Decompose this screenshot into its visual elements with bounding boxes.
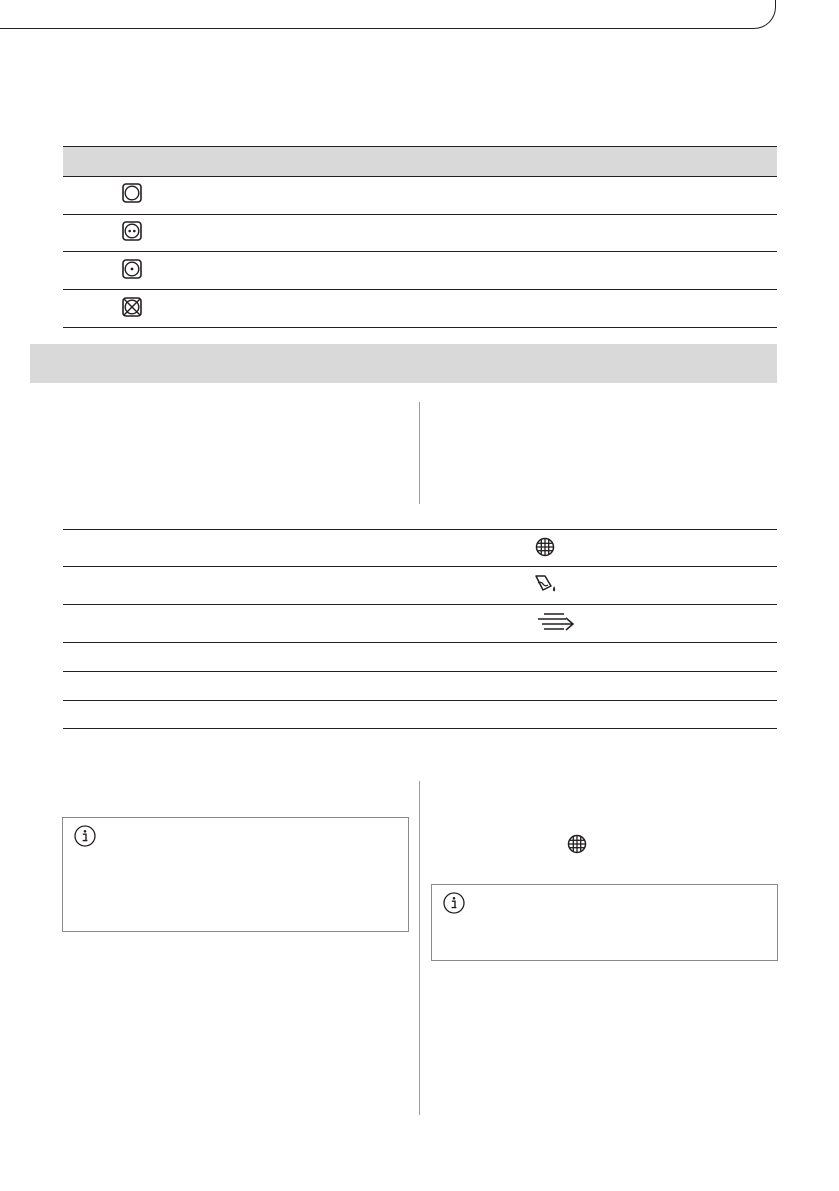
pour-liquid-icon [533,573,559,600]
table-row-divider [63,289,777,290]
table-bottom-rule [63,327,777,328]
do-not-tumble-dry-icon [122,297,142,322]
info-note-box [431,884,778,961]
options-row-divider [63,642,777,643]
info-icon [443,892,465,914]
table-row-divider [63,214,777,215]
options-table-bottom-rule [63,728,777,729]
tumble-dry-normal-icon [122,183,142,208]
table-row-divider [63,251,777,252]
page-cut-line [0,0,776,29]
info-note-box [62,817,409,932]
column-divider [419,781,420,1115]
tumble-dry-low-heat-icon [122,259,142,284]
info-icon [74,825,96,847]
options-table-top-rule [63,529,777,530]
section-header-bar [30,344,777,383]
tumble-dry-high-heat-icon [122,221,142,246]
options-row-divider [63,700,777,701]
column-divider [419,402,420,504]
grid-globe-icon [535,537,555,562]
care-table-header [63,146,777,177]
options-row-divider [63,604,777,605]
options-row-divider [63,566,777,567]
options-row-divider [63,671,777,672]
grid-globe-icon [567,834,587,859]
airflow-arrow-icon [536,612,578,637]
